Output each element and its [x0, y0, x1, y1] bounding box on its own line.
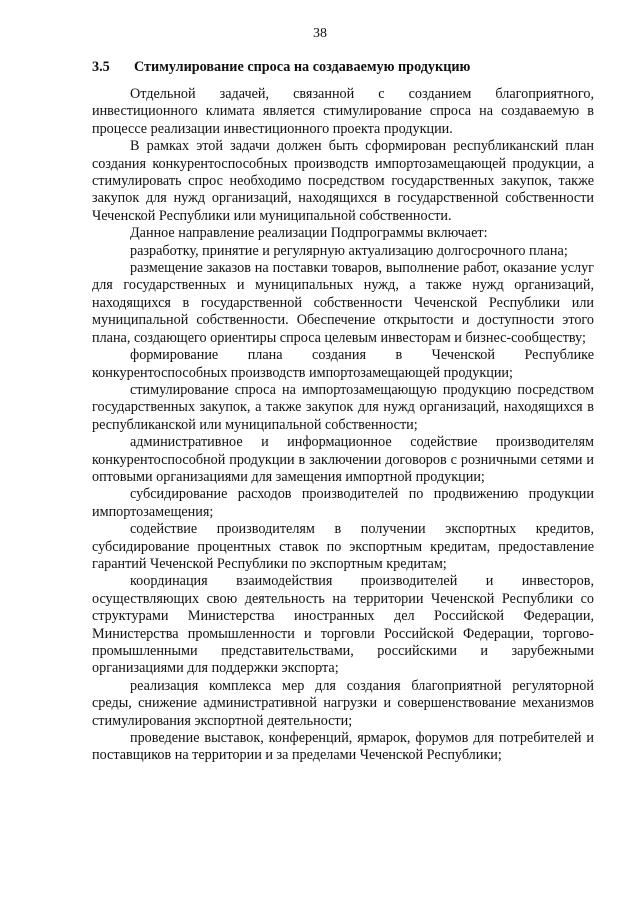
paragraph: В рамках этой задачи должен быть сформирован республиканский план создания конкурентоспособных производств импортозамещающей продукции, а стимулировать спрос необходимо посредством государственных закупок, также закупок для нужд организаций, находящихся в государственной собственности Чеченской Республики или муниципальной собственности.	[92, 138, 594, 224]
list-item: размещение заказов на поставки товаров, выполнение работ, оказание услуг для государственных и муниципальных нужд, а также нужд организаций, находящихся в государственной собственности Чеченской Республики или муниципальной собственности. Обеспечение открытости и доступности этого плана, создающего ориентиры спроса целевым инвесторам и бизнес-сообществу;	[92, 260, 594, 346]
list-item: координация взаимодействия производителей и инвесторов, осуществляющих свою деятельность на территории Чеченской Республики со структурами Министерства иностранных дел Российской Федерации, Министерства промышленности и торговли Российской Федерации, торгово-промышленными представительствами, российскими и зарубежными организациями для поддержки экспорта;	[92, 573, 594, 677]
body-text	[92, 86, 594, 765]
list-item: формирование плана создания в Чеченской Республике конкурентоспособных производств импортозамещающей продукции;	[92, 347, 594, 381]
section-title: Стимулирование спроса на создаваемую продукцию	[134, 59, 471, 75]
list-item: реализация комплекса мер для создания благоприятной регуляторной среды, снижение административной нагрузки и совершенствование механизмов стимулирования экспортной деятельности;	[92, 677, 594, 729]
section-heading	[92, 58, 592, 76]
list-item: содействие производителям в получении экспортных кредитов, субсидирование процентных ставок по экспортным кредитам, предоставление гарантий Чеченской Республики по экспортным кредитам;	[92, 521, 594, 572]
paragraph: Данное направление реализации Подпрограммы включает:	[130, 225, 488, 242]
list-item: субсидирование расходов производителей по продвижению продукции импортозамещения;	[92, 486, 594, 520]
list-item: проведение выставок, конференций, ярмарок, форумов для потребителей и поставщиков на территории и за пределами Чеченской Республики;	[92, 730, 594, 764]
list-item: административное и информационное содействие производителям конкурентоспособной продукции в заключении договоров с розничными сетями и оптовыми организациями для замещения импортной продукции;	[92, 434, 594, 485]
page-number: 38	[313, 26, 327, 41]
list-item: разработку, принятие и регулярную актуализацию долгосрочного плана;	[130, 242, 568, 259]
list-item: стимулирование спроса на импортозамещающую продукцию посредством государственных закупок, а также закупок для нужд организаций, находящихся в республиканской или муниципальной собственности;	[92, 381, 594, 433]
paragraph: Отдельной задачей, связанной с созданием благоприятного, инвестиционного климата является стимулирование спроса на создаваемую в процессе реализации инвестиционного проекта продукции.	[92, 86, 594, 137]
section-number: 3.5	[92, 59, 110, 75]
